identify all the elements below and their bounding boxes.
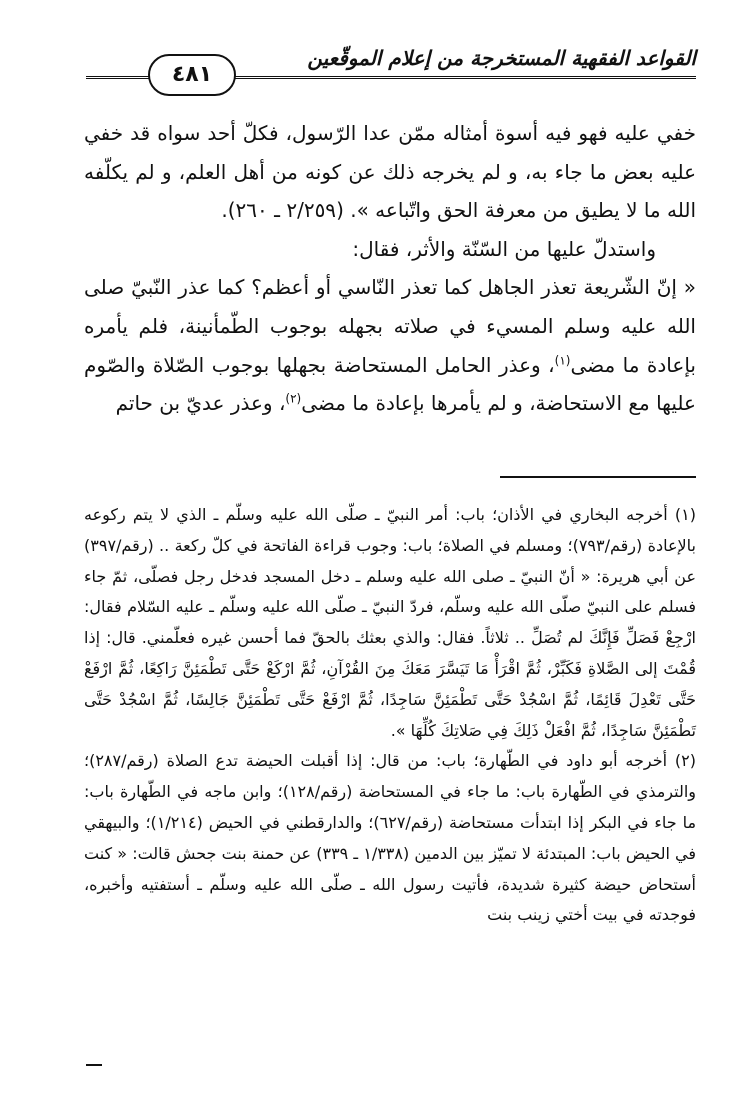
footnotes [84, 500, 696, 931]
main-text [84, 114, 696, 423]
footnote-ref-2[interactable]: (٢) [285, 391, 302, 406]
continuation-mark [86, 1064, 102, 1066]
paragraph-2: واستدلّ عليها من السّنّة والأثر، فقال: [352, 236, 656, 261]
footnote-text: أخرجه أبو داود في الطّهارة؛ باب: من قال: إذا أقبلت الحيضة تدع الصلاة (رقم/٢٨٧)؛ والترمذي في الطّهارة باب: ما جاء في المستحاضة (رقم/١٢٨)؛ وابن ماجه في الطّهارة باب: ما جاء في البكر إذا ابتدأت مستحاضة (رقم/٦٢٧)؛ والدارقطني في الحيض (١/٢١٤)؛ والبيهقي في الحيض باب: المبتدئة لا تميّز بين الدمين (١/٣٣٨ ـ ٣٣٩) عن حمنة بنت جحش قالت: « كنت أستحاض حيضة كثيرة شديدة، فأتيت رسول الله ـ صلّى الله عليه وسلّم ـ أستفتيه وأخبره، فوجدته في بيت أختي زينب بنت [84, 751, 697, 925]
footnote-text: أخرجه البخاري في الأذان؛ باب: أمر النبيّ ـ صلّى الله عليه وسلّم ـ الذي لا يتم ركوعه بالإعادة (رقم/٧٩٣)؛ ومسلم في الصلاة؛ باب: وجوب قراءة الفاتحة في كلّ ركعة .. (رقم/٣٩٧) عن أبي هريرة: « أنّ النبيّ ـ صلى الله عليه وسلم ـ دخل المسجد فدخل رجل فصلّى، ثمّ جاء فسلم على النبيّ صلّى الله عليه وسلّم، فردّ النبيّ ـ صلّى الله عليه وسلّم ـ عليه السّلام فقال: ارْجِعْ فَصَلِّ فَإِنَّكَ لم تُصَلِّ .. ثلاثاً. فقال: والذي بعثك بالحقّ فما أحسن غيره فعلّمني. قال: إذا قُمْتَ إلى الصَّلاةِ فَكَبِّرْ، ثُمَّ اقْرَأْ مَا تَيَسَّرَ مَعَكَ مِنَ القُرْآنِ، ثُمَّ ارْكَعْ حَتَّى تَطْمَئِنَّ رَاكِعًا، ثُمَّ ارْفَعْ حَتَّى تَعْدِلَ قَائِمًا، ثُمَّ اسْجُدْ حَتَّى تَطْمَئِنَّ سَاجِدًا، ثُمَّ ارْفَعْ حَتَّى تَطْمَئِنَّ جَالِسًا، ثُمَّ اسْجُدْ حَتَّى تَطْمَئِنَّ سَاجِدًا، ثُمَّ افْعَلْ ذَلِكَ فِي صَلاتِكَ كُلِّهَا ». [84, 505, 696, 740]
quote-paragraph [84, 268, 696, 422]
paragraph-1: خفي عليه فهو فيه أسوة أمثاله ممّن عدا الرّسول، فكلّ أحد سواه قد خفي عليه بعض ما جاء به، و لم يخرجه ذلك عن كونه من أهل العلم، و لم يكلّفه الله ما لا يطيق من معرفة الحق واتّباعه ». (٢/٢٥٩ ـ ٢٦٠). [84, 121, 696, 223]
running-title: القواعد الفقهية المستخرجة من إعلام الموقّعين [307, 46, 696, 70]
footnote-number: (١) [674, 505, 696, 524]
quote-text-2: ، وعذر الحامل المستحاضة بجهلها بوجوب الصّلاة والصّوم عليها مع الاستحاضة، و لم يأمرها بإعادة ما مضى [84, 352, 696, 416]
page-number: ٤٨١ [148, 54, 236, 96]
footnote-1 [84, 500, 696, 746]
footnote-ref-1[interactable]: (١) [554, 352, 571, 367]
footnote-2 [84, 746, 696, 931]
quote-text-1: « إنّ الشّريعة تعذر الجاهل كما تعذر النّاسي أو أعظم؟ كما عذر النّبيّ صلى الله عليه وسلم المسيء في صلاته بجهله بوجوب الطّمأنينة، فلم يأمره بإعادة ما مضى [84, 275, 696, 377]
footnote-number: (٢) [674, 751, 696, 771]
footnote-separator [500, 476, 696, 478]
quote-text-3: ، وعذر عديّ بن حاتم [115, 391, 286, 416]
page-header [86, 46, 696, 92]
